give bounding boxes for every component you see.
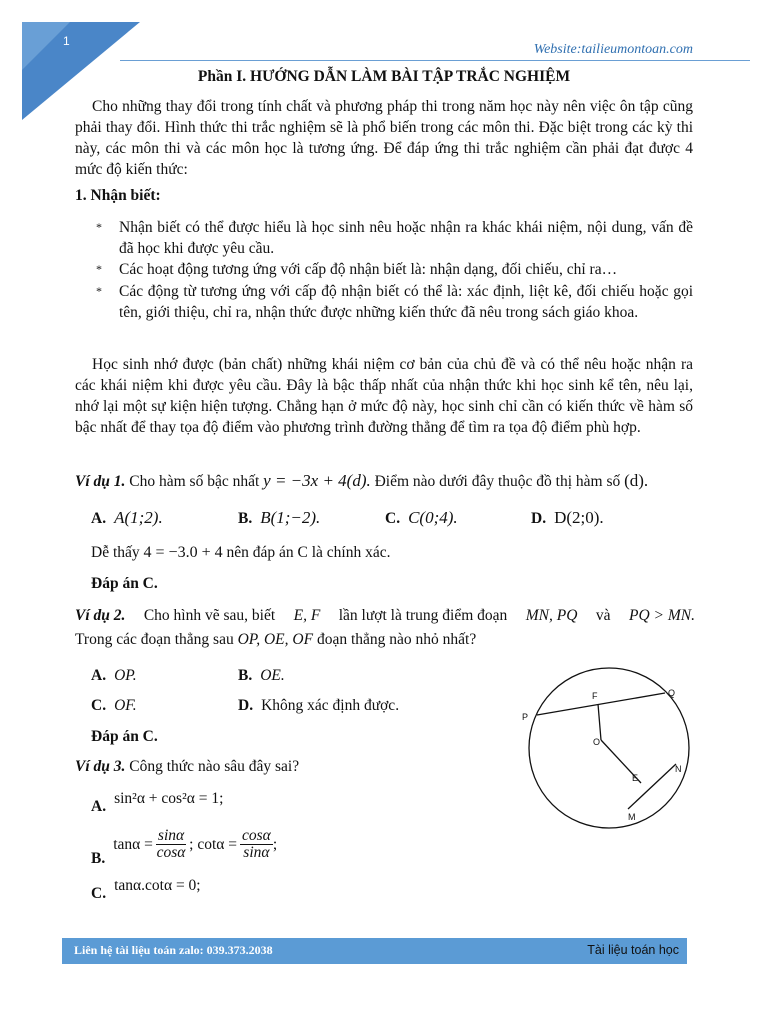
bullet-star-icon: * [96, 284, 102, 298]
label-n: N [675, 764, 682, 774]
bullet-item [96, 259, 693, 280]
footer-contact: Liên hệ tài liệu toán zalo: 039.373.2038 [74, 943, 273, 957]
bullet-item [96, 217, 693, 259]
label-f: F [592, 691, 598, 701]
body-paragraph: Học sinh nhớ được (bản chất) những khái niệm cơ bản của chủ đề và có thể nêu hoặc nhận ra các khái niệm khi được yêu cầu. Đây là bậc thấp nhất của nhận thức khi học sinh kể tên, nêu lại, nhớ lại một sự kiện hiện tượng. Chẳng hạn ở mức độ này, học sinh chỉ cần có kiến thức về hàm số bậc nhất để thay tọa độ điểm vào phương trình đường thẳng để tìm ra tọa độ điểm phù hợp. [75, 356, 693, 436]
answer: Đáp án C. [91, 728, 158, 745]
option-d[interactable]: D. Không xác định được. [238, 697, 400, 714]
label-q: Q [668, 688, 676, 698]
website-link[interactable]: Website:tailieumontoan.com [533, 42, 693, 57]
bullet-item [96, 281, 693, 323]
option-b[interactable]: B. tanα = $\frac{\sin\alpha}{\cos\alpha}$ ; cotα = $\frac{\cos\alpha}{\sin\alpha}$ ; [91, 827, 278, 867]
answer: Đáp án C. [91, 575, 158, 592]
example-label: Ví dụ 2. [75, 607, 126, 624]
bullet-text: Các động từ tương ứng với cấp độ nhận biết có thể là: xác định, liệt kê, đối chiếu hoặc gọi tên, giới thiệu, chỉ ra, nhận thức được những kiến thức đã nêu trong sách giáo khoa. [119, 283, 693, 321]
page-number: 1 [63, 34, 70, 48]
option-c[interactable]: C. tanα.cotα = 0; [91, 877, 201, 902]
bullet-star-icon: * [96, 262, 102, 276]
option-a[interactable]: A. A(1;2). [91, 508, 163, 527]
option-c[interactable]: C. OF. [91, 697, 137, 714]
formula: 4 = −3.0 + 4 [143, 544, 223, 561]
option-a[interactable]: A. sin²α + cos²α = 1; [91, 790, 224, 815]
label-e: E [632, 773, 639, 783]
footer-bar [62, 938, 687, 964]
formula: (d). [624, 471, 649, 490]
option-c[interactable]: C. C(0;4). [385, 508, 458, 527]
header-divider [120, 60, 750, 61]
example-label: Ví dụ 3. [75, 758, 126, 775]
intro-paragraph: Cho những thay đổi trong tính chất và phương pháp thi trong năm học này nên việc ôn tập cũng phải thay đổi. Hình thức thi trắc nghiệm sẽ là phổ biến trong các môn thi. Đặc biệt trong các kỳ thi này, các môn thi và các môn học là tương ứng. Để đáp ứng thi trắc nghiệm cần phải đạt được 4 mức độ kiến thức: [75, 98, 693, 178]
section-heading: 1. Nhận biết: [75, 187, 161, 204]
question-text: Cho hàm số bậc nhất [129, 473, 260, 490]
explanation: Dễ thấy 4 = −3.0 + 4 nên đáp án C là chính xác. [91, 544, 391, 561]
label-p: P [522, 712, 529, 722]
bullet-text: Các hoạt động tương ứng với cấp độ nhận biết là: nhận dạng, đối chiếu, chỉ ra… [119, 261, 618, 278]
page-title: Phần I. HƯỚNG DẪN LÀM BÀI TẬP TRẮC NGHIỆM [197, 68, 571, 85]
option-d[interactable]: D. D(2;0). [531, 508, 604, 527]
circle-figure [510, 662, 700, 832]
question-text: Điểm nào dưới đây thuộc đồ thị hàm số [374, 473, 621, 490]
bullet-star-icon: * [96, 220, 102, 234]
bullet-text: Nhận biết có thể được hiểu là học sinh nêu hoặc nhận ra khác khái niệm, nội dung, vấn đề đã học khi được yêu cầu. [119, 219, 693, 257]
example-label: Ví dụ 1. [75, 473, 126, 490]
label-o: O [593, 737, 601, 747]
footer-brand: Tài liệu toán học [587, 943, 679, 957]
formula: y = −3x + 4(d). [263, 471, 371, 490]
option-b[interactable]: B. B(1;−2). [238, 508, 321, 527]
example-1-question [75, 471, 695, 491]
example-3-question: Ví dụ 3. Công thức nào sâu đây sai? [75, 758, 300, 775]
label-m: M [628, 812, 636, 822]
example-2-question: Ví dụ 2. Cho hình vẽ sau, biết E, F lần lượt là trung điểm đoạn MN, PQ và PQ > MN. Trong các đoạn thẳng sau OP, OE, OF đoạn thẳng nào nhỏ nhất? [75, 604, 695, 652]
option-a[interactable]: A. OP. [91, 667, 137, 684]
option-b[interactable]: B. OE. [238, 667, 285, 684]
